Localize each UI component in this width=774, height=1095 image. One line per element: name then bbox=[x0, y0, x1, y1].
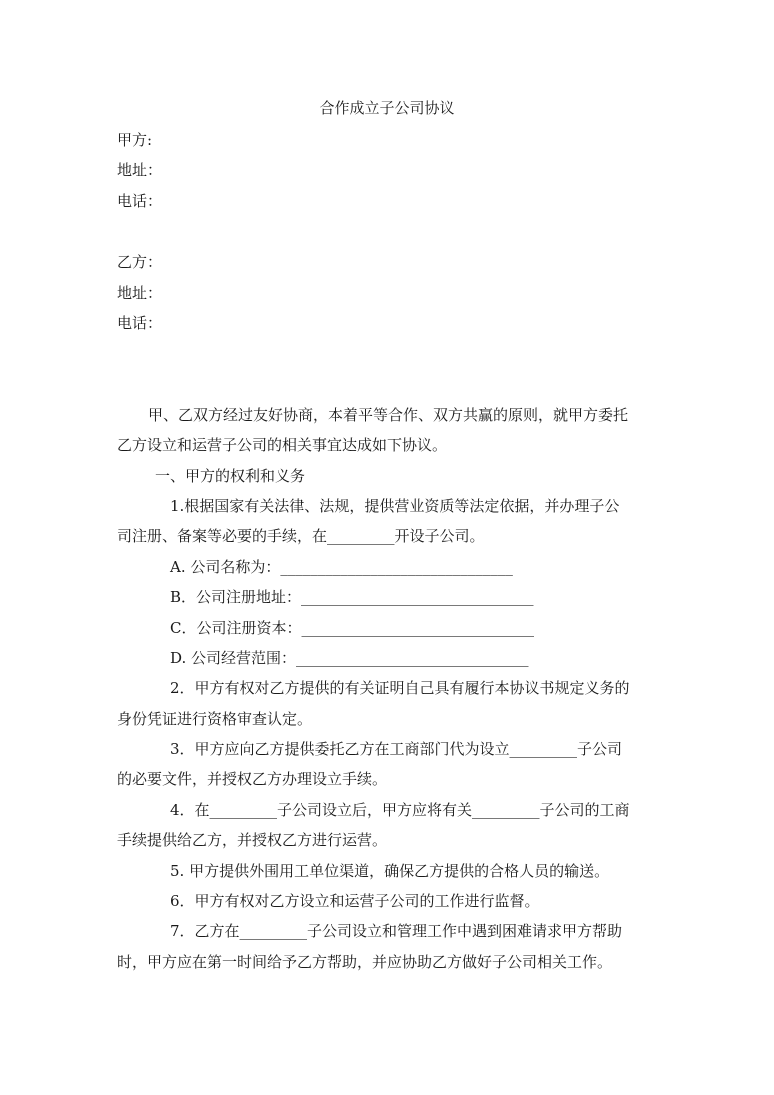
party-a-phone: 电话： bbox=[117, 192, 163, 210]
item-d-business-scope: D. 公司经营范围：_______________________________ bbox=[170, 649, 529, 667]
clause-3-line-1: 3．甲方应向乙方提供委托乙方在工商部门代为设立_________子公司 bbox=[170, 740, 623, 758]
clause-5: 5. 甲方提供外围用工单位渠道，确保乙方提供的合格人员的输送。 bbox=[170, 862, 610, 880]
section-1-heading: 一、甲方的权利和义务 bbox=[155, 467, 306, 485]
clause-1-line-1: 1.根据国家有关法律、法规，提供营业资质等法定依据，并办理子公 bbox=[170, 497, 620, 515]
party-a-address: 地址： bbox=[117, 161, 163, 179]
clause-7-line-1: 7．乙方在_________子公司设立和管理工作中遇到困难请求甲方帮助 bbox=[170, 922, 623, 940]
intro-line-1: 甲、乙双方经过友好协商，本着平等合作、双方共赢的原则，就甲方委托 bbox=[148, 406, 629, 424]
party-b-address: 地址： bbox=[117, 284, 163, 302]
clause-6: 6．甲方有权对乙方设立和运营子公司的工作进行监督。 bbox=[170, 892, 540, 910]
party-b-label: 乙方： bbox=[117, 253, 163, 271]
item-c-registered-capital: C．公司注册资本：_______________________________ bbox=[170, 619, 534, 637]
intro-line-2: 乙方设立和运营子公司的相关事宜达成如下协议。 bbox=[117, 436, 448, 454]
clause-2-line-2: 身份凭证进行资格审查认定。 bbox=[117, 710, 313, 728]
clause-2-line-1: 2．甲方有权对乙方提供的有关证明自己具有履行本协议书规定义务的 bbox=[170, 679, 630, 697]
clause-1-line-2: 司注册、备案等必要的手续，在_________开设子公司。 bbox=[117, 527, 485, 545]
clause-4-line-1: 4．在_________子公司设立后，甲方应将有关_________子公司的工商 bbox=[170, 801, 630, 819]
document-title: 合作成立子公司协议 bbox=[319, 99, 455, 117]
party-b-phone: 电话： bbox=[117, 314, 163, 332]
item-b-registered-address: B．公司注册地址：_______________________________ bbox=[170, 588, 534, 606]
party-a-label: 甲方: bbox=[117, 131, 153, 149]
clause-3-line-2: 的必要文件，并授权乙方办理设立手续。 bbox=[117, 770, 388, 788]
item-a-company-name: A. 公司名称为：_______________________________ bbox=[170, 558, 513, 576]
clause-7-line-2: 时，甲方应在第一时间给予乙方帮助，并应协助乙方做好子公司相关工作。 bbox=[117, 953, 613, 971]
clause-4-line-2: 手续提供给乙方，并授权乙方进行运营。 bbox=[117, 831, 388, 849]
